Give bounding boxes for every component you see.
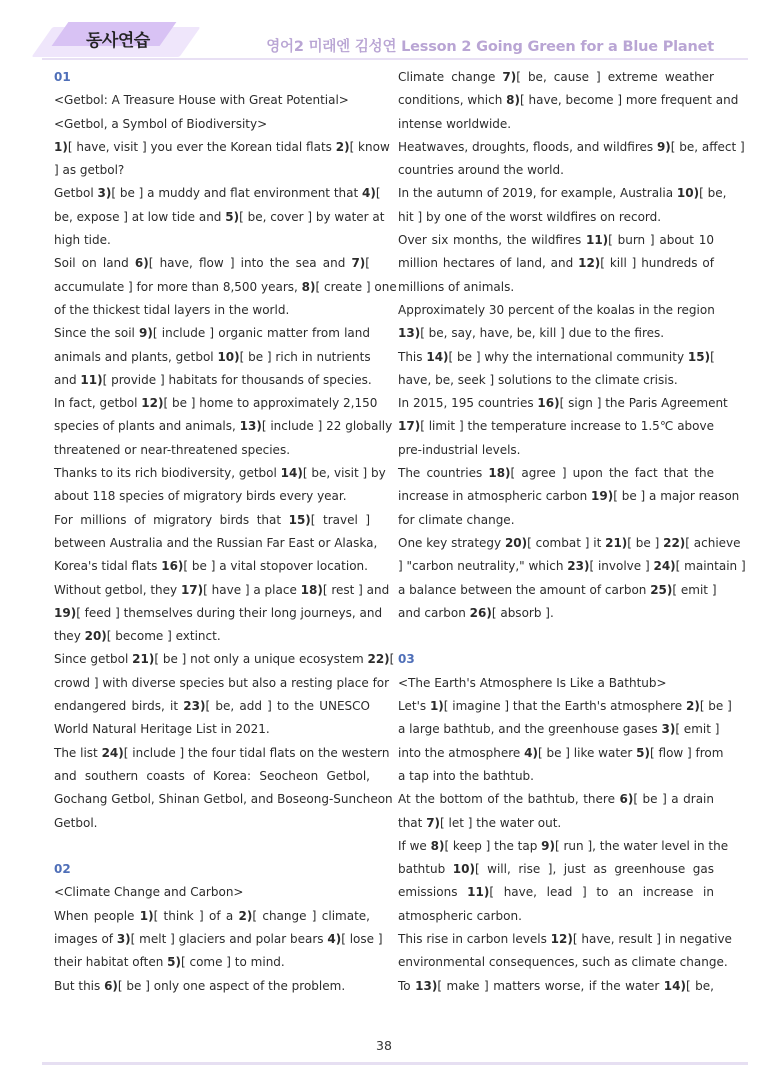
lesson-title: 영어2 미래엔 김성연 Lesson 2 Going Green for a Blue Planet: [266, 39, 714, 55]
blank-number: 26): [469, 605, 492, 620]
text-line: [398, 765, 714, 788]
text-segment: [ have, flow ] into the sea and: [148, 256, 352, 271]
text-segment: Thanks to its rich biodiversity, getbol: [54, 466, 281, 481]
text-segment: But this: [54, 978, 105, 993]
text-segment: atmospheric carbon.: [398, 908, 522, 923]
text-segment: [ have, visit ] you ever the Korean tidal flats: [67, 139, 336, 154]
text-segment: [ be, cover ] by water at: [239, 209, 385, 224]
text-segment: [ create ] one: [315, 279, 397, 294]
blank-number: 20): [84, 629, 107, 644]
text-line: [398, 788, 714, 811]
header-divider: [42, 58, 748, 60]
text-segment: [ include ] organic matter from land: [152, 326, 371, 341]
text-segment: [: [710, 349, 715, 364]
blank-number: 17): [398, 419, 421, 434]
text-line: [398, 555, 746, 578]
text-segment: that: [398, 815, 427, 830]
text-segment: and: [54, 372, 81, 387]
blank-number: 5): [225, 209, 240, 224]
text-line: [54, 555, 370, 578]
blank-number: 16): [161, 559, 184, 574]
text-line: [54, 299, 370, 322]
text-segment: about 118 species of migratory birds every year.: [54, 489, 347, 504]
text-segment: Since getbol: [54, 652, 133, 667]
blank-number: 1): [429, 699, 444, 714]
blank-number: 8): [430, 838, 445, 853]
text-line: [54, 229, 370, 252]
text-line: [398, 369, 714, 392]
text-line: [398, 136, 745, 159]
text-line: [398, 881, 714, 904]
text-segment: and southern coasts of Korea: Seocheon Getbol,: [54, 768, 370, 783]
blank-number: 6): [619, 792, 634, 807]
blank-number: 3): [97, 186, 112, 201]
text-segment: To: [398, 978, 416, 993]
blank-number: 2): [238, 908, 253, 923]
text-segment: [ let ] the water out.: [440, 815, 562, 830]
blank-number: 5): [167, 955, 181, 970]
blank-number: 2): [685, 699, 700, 714]
text-segment: [ be ] rich in nutrients: [239, 349, 371, 364]
text-segment: [ think ] of a: [153, 908, 239, 923]
text-segment: Gochang Getbol, Shinan Getbol, and Boseong-Suncheon: [54, 792, 393, 807]
text-line: [398, 89, 739, 112]
text-segment: animals and plants, getbol: [54, 349, 218, 364]
text-segment: [ will, rise ], just as greenhouse gas: [474, 862, 714, 877]
text-segment: and carbon: [398, 605, 470, 620]
text-line: [398, 322, 714, 345]
text-line: [398, 66, 714, 89]
text-segment: This rise in carbon levels: [398, 931, 551, 946]
blank-number: 10): [676, 186, 700, 201]
text-segment: Over six months, the wildfires: [398, 233, 586, 248]
text-segment: million hectares of land, and: [398, 256, 579, 271]
text-segment: Climate change: [398, 70, 503, 84]
text-segment: In the autumn of 2019, for example, Australia: [398, 186, 677, 201]
text-segment: [ be ] not only a unique ecosystem: [154, 652, 368, 667]
text-line: [398, 951, 728, 974]
blank-number: 9): [139, 326, 153, 341]
text-line: [54, 159, 370, 182]
blank-number: 7): [426, 815, 441, 830]
blank-number: 10): [452, 862, 475, 877]
blank-number: 14): [280, 466, 303, 481]
text-segment: threatened or near-threatened species.: [54, 442, 291, 457]
text-segment: Approximately 30 percent of the koalas in the region: [398, 302, 715, 317]
text-segment: [ have ] a place: [203, 582, 301, 597]
text-segment: [ change ] climate,: [252, 908, 370, 923]
text-segment: [ emit ]: [672, 582, 717, 597]
text-segment: [ have, lead ] to an increase in: [489, 885, 714, 900]
text-segment: into the atmosphere: [398, 745, 525, 760]
text-line: [398, 975, 714, 998]
text-line: [54, 392, 378, 415]
text-line: [398, 299, 714, 322]
text-segment: [ feed ] themselves during their long journeys, and: [76, 605, 383, 620]
text-line: [54, 462, 386, 485]
text-segment: [ absorb ].: [491, 605, 554, 620]
blank-number: 4): [362, 186, 376, 201]
blank-number: 1): [54, 139, 68, 154]
text-segment: [ sign ] the Paris Agreement: [559, 396, 728, 411]
section-tag: 동사연습: [86, 31, 150, 51]
text-segment: <Climate Change and Carbon>: [54, 885, 244, 900]
text-line: [54, 951, 370, 974]
text-line: [398, 252, 714, 275]
text-segment: conditions, which: [398, 93, 507, 108]
text-line: [54, 672, 390, 695]
text-segment: of the thickest tidal layers in the world.: [54, 302, 290, 317]
blank-number: 15): [288, 512, 311, 527]
blank-number: 22): [663, 535, 686, 550]
text-segment: This: [398, 349, 427, 364]
text-segment: [ have, become ] more frequent and: [519, 93, 739, 108]
text-segment: [ be,: [699, 186, 727, 201]
text-segment: Getbol: [54, 186, 98, 201]
text-segment: In fact, getbol: [54, 396, 142, 411]
text-line: [54, 648, 395, 671]
text-segment: images of: [54, 931, 117, 946]
blank-number: 25): [650, 582, 673, 597]
blank-number: 12): [550, 931, 573, 946]
blank-number: 14): [663, 978, 686, 993]
text-line: [54, 113, 370, 136]
blank-number: 8): [506, 93, 520, 108]
text-segment: have, be, seek ] solutions to the climate crisis.: [398, 372, 678, 387]
text-segment: One key strategy: [398, 535, 505, 550]
text-line: [54, 905, 370, 928]
text-segment: intense worldwide.: [398, 116, 512, 131]
blank-number: 12): [141, 396, 164, 411]
text-segment: [ melt ] glaciers and polar bears: [130, 931, 328, 946]
text-segment: a tap into the bathtub.: [398, 768, 534, 783]
text-line: [398, 113, 714, 136]
text-segment: [ have, result ] in negative: [572, 931, 732, 946]
blank-number: 23): [567, 559, 590, 574]
text-line: [54, 509, 370, 532]
text-segment: <Getbol: A Treasure House with Great Potential>: [54, 93, 349, 108]
text-line: [398, 439, 714, 462]
text-segment: [ keep ] the tap: [444, 838, 542, 853]
text-segment: For millions of migratory birds that: [54, 512, 289, 527]
text-line: [398, 928, 732, 951]
text-segment: [ be, say, have, be, kill ] due to the fires.: [420, 326, 665, 341]
text-segment: [ agree ] upon the fact that the: [510, 466, 714, 481]
text-segment: [ burn ] about 10: [608, 233, 714, 248]
blank-number: 4): [327, 931, 342, 946]
text-line: [398, 579, 717, 602]
text-segment: [ limit ] the temperature increase to 1.5℃ above: [420, 419, 714, 434]
text-segment: hit ] by one of the worst wildfires on record.: [398, 209, 662, 224]
section-number: [398, 648, 714, 671]
section-number: [54, 858, 370, 881]
blank-number: 9): [656, 139, 671, 154]
text-line: [54, 812, 370, 835]
text-segment: Getbol.: [54, 815, 98, 830]
text-line: [398, 672, 714, 695]
text-segment: Heatwaves, droughts, floods, and wildfires: [398, 139, 657, 154]
text-segment: When people: [54, 908, 140, 923]
text-segment: [ be, add ] to the UNESCO: [205, 699, 370, 714]
text-segment: [ include ] 22 globally: [261, 419, 393, 434]
blank-number: 6): [134, 256, 149, 271]
section-number: [54, 66, 370, 89]
text-line: [54, 602, 383, 625]
text-line: [398, 835, 729, 858]
text-segment: they: [54, 629, 85, 644]
text-segment: [ provide ] habitats for thousands of species.: [102, 372, 372, 387]
blank-number: 3): [116, 931, 131, 946]
blank-number: 21): [132, 652, 155, 667]
text-segment: increase in atmospheric carbon: [398, 489, 592, 504]
text-line: [398, 718, 720, 741]
blank-number: 15): [687, 349, 711, 364]
text-segment: [ be ] like water: [537, 745, 637, 760]
text-line: [398, 509, 714, 532]
text-line: [398, 346, 714, 369]
text-segment: between Australia and the Russian Far East or Alaska,: [54, 535, 378, 550]
blank-number: 3): [661, 722, 676, 737]
blank-number: 23): [183, 699, 206, 714]
text-line: [398, 415, 714, 438]
text-line: [54, 928, 383, 951]
text-line: [398, 742, 724, 765]
text-segment: [ be, cause ] extreme weather: [516, 70, 714, 84]
text-line: [54, 881, 370, 904]
text-segment: [: [365, 256, 370, 271]
text-line: [398, 392, 728, 415]
text-line: [54, 322, 370, 345]
text-segment: [ be, affect ]: [670, 139, 745, 154]
text-segment: If we: [398, 838, 431, 853]
blank-number: 13): [415, 978, 438, 993]
text-segment: be, expose ] at low tide and: [54, 209, 226, 224]
text-line: [398, 182, 727, 205]
text-segment: [ be ] only one aspect of the problem.: [117, 978, 346, 993]
blank-number: 5): [636, 745, 651, 760]
text-line: [54, 765, 370, 788]
text-segment: <The Earth's Atmosphere Is Like a Bathtub>: [398, 675, 667, 690]
text-segment: ] "carbon neutrality," which: [398, 559, 568, 574]
text-segment: countries around the world.: [398, 163, 564, 178]
blank-number: 17): [180, 582, 204, 597]
text-segment: [ be ] a major reason: [613, 489, 740, 504]
text-segment: [ be ] a muddy and flat environment that: [111, 186, 363, 201]
text-line: [54, 369, 370, 392]
text-line: [398, 905, 714, 928]
text-line: [54, 695, 370, 718]
text-line: [398, 485, 740, 508]
text-line: [398, 858, 714, 881]
text-line: [54, 485, 370, 508]
footer-divider: [42, 1062, 748, 1065]
text-segment: [ be ] a drain: [633, 792, 714, 807]
text-segment: The list: [54, 745, 102, 760]
text-line: [398, 276, 714, 299]
blank-number: 20): [504, 535, 528, 550]
text-segment: environmental consequences, such as climate change.: [398, 955, 728, 970]
text-line: [54, 346, 370, 369]
text-segment: <Getbol, a Symbol of Biodiversity>: [54, 116, 268, 131]
text-line: [54, 625, 370, 648]
text-segment: [ become ] extinct.: [106, 629, 221, 644]
text-segment: Let's: [398, 699, 430, 714]
text-line: [54, 975, 370, 998]
text-line: [398, 462, 714, 485]
text-segment: their habitat often: [54, 955, 168, 970]
text-segment: species of plants and animals,: [54, 419, 240, 434]
text-segment: 01: [54, 70, 71, 84]
text-segment: millions of animals.: [398, 279, 515, 294]
text-segment: 02: [54, 862, 71, 877]
blank-number: 11): [585, 233, 609, 248]
page-header: [0, 0, 768, 70]
blank-number: 19): [591, 489, 614, 504]
text-line: [54, 742, 390, 765]
text-line: [54, 439, 370, 462]
text-line: [54, 89, 370, 112]
text-line: [54, 276, 397, 299]
text-segment: [ travel ]: [310, 512, 370, 527]
text-line: [54, 532, 378, 555]
text-segment: crowd ] with diverse species but also a resting place for: [54, 675, 390, 690]
blank-number: 24): [653, 559, 676, 574]
text-line: [54, 788, 393, 811]
blank-number: 10): [217, 349, 240, 364]
text-segment: [ include ] the four tidal flats on the western: [123, 745, 390, 760]
text-segment: [ maintain ]: [675, 559, 746, 574]
text-segment: a large bathtub, and the greenhouse gases: [398, 722, 662, 737]
blank-number: 22): [367, 652, 390, 667]
right-column: [398, 66, 746, 998]
blank-number: 12): [578, 256, 601, 271]
text-segment: a balance between the amount of carbon: [398, 582, 651, 597]
text-segment: World Natural Heritage List in 2021.: [54, 722, 270, 737]
blank-number: 8): [301, 279, 316, 294]
text-segment: ] as getbol?: [54, 163, 125, 178]
blank-number: 13): [239, 419, 262, 434]
blank-number: 2): [335, 139, 350, 154]
blank-number: 21): [605, 535, 628, 550]
text-line: [54, 718, 370, 741]
text-segment: endangered birds, it: [54, 699, 184, 714]
text-segment: [ combat ] it: [527, 535, 606, 550]
text-line: [398, 602, 714, 625]
blank-number: 7): [351, 256, 366, 271]
text-segment: pre-industrial levels.: [398, 442, 521, 457]
text-segment: [ involve ]: [589, 559, 654, 574]
text-line: [398, 532, 741, 555]
text-line: [398, 206, 714, 229]
text-segment: The countries: [398, 466, 489, 481]
text-line: [398, 812, 714, 835]
text-segment: Since the soil: [54, 326, 140, 341]
blank-number: 6): [104, 978, 118, 993]
text-segment: bathtub: [398, 862, 453, 877]
text-segment: [ come ] to mind.: [180, 955, 285, 970]
page-number: 38: [376, 1038, 392, 1053]
text-segment: At the bottom of the bathtub, there: [398, 792, 620, 807]
text-segment: [ be,: [685, 978, 714, 993]
text-segment: [ be, visit ] by: [302, 466, 386, 481]
text-line: [54, 252, 370, 275]
text-segment: [ be ] a vital stopover location.: [183, 559, 368, 574]
blank-number: 1): [139, 908, 154, 923]
text-segment: [ rest ] and: [322, 582, 390, 597]
blank-number: 11): [80, 372, 103, 387]
text-segment: [ kill ] hundreds of: [600, 256, 714, 271]
text-line: [398, 695, 732, 718]
blank-number: 7): [502, 70, 517, 84]
blank-number: 18): [300, 582, 323, 597]
text-line: [54, 206, 385, 229]
text-segment: [ be ] why the international community: [448, 349, 688, 364]
text-segment: [ achieve: [685, 535, 741, 550]
blank-number: 14): [426, 349, 449, 364]
text-segment: Soil on land: [54, 256, 135, 271]
text-segment: accumulate ] for more than 8,500 years,: [54, 279, 302, 294]
text-segment: [: [389, 652, 395, 667]
blank-number: 9): [541, 838, 555, 853]
text-line: [54, 182, 381, 205]
text-segment: [: [375, 186, 381, 201]
text-line: [398, 159, 714, 182]
text-segment: [ know: [349, 139, 390, 154]
blank-number: 19): [54, 605, 77, 620]
text-segment: In 2015, 195 countries: [398, 396, 538, 411]
text-segment: Without getbol, they: [54, 582, 181, 597]
text-line: [54, 579, 390, 602]
text-segment: emissions: [398, 885, 468, 900]
blank-number: 13): [398, 326, 421, 341]
text-segment: [ lose ]: [341, 931, 383, 946]
spacer: [54, 835, 370, 858]
text-segment: [ be ] home to approximately 2,150: [163, 396, 378, 411]
text-line: [54, 415, 393, 438]
blank-number: 4): [524, 745, 538, 760]
text-segment: [ make ] matters worse, if the water: [437, 978, 664, 993]
text-segment: [ run ], the water level in the: [555, 838, 729, 853]
text-segment: Korea's tidal flats: [54, 559, 162, 574]
text-segment: [ emit ]: [675, 722, 720, 737]
text-segment: 03: [398, 652, 415, 667]
blank-number: 24): [101, 745, 124, 760]
blank-number: 16): [537, 396, 560, 411]
text-segment: [ be ]: [699, 699, 732, 714]
text-line: [54, 136, 390, 159]
blank-number: 11): [467, 885, 490, 900]
text-segment: [ be ]: [627, 535, 664, 550]
text-segment: [ imagine ] that the Earth's atmosphere: [443, 699, 686, 714]
text-segment: [ flow ] from: [650, 745, 724, 760]
text-segment: high tide.: [54, 233, 111, 248]
left-column: [54, 66, 397, 998]
text-segment: for climate change.: [398, 512, 515, 527]
spacer: [398, 625, 714, 648]
blank-number: 18): [488, 466, 511, 481]
text-line: [398, 229, 714, 252]
